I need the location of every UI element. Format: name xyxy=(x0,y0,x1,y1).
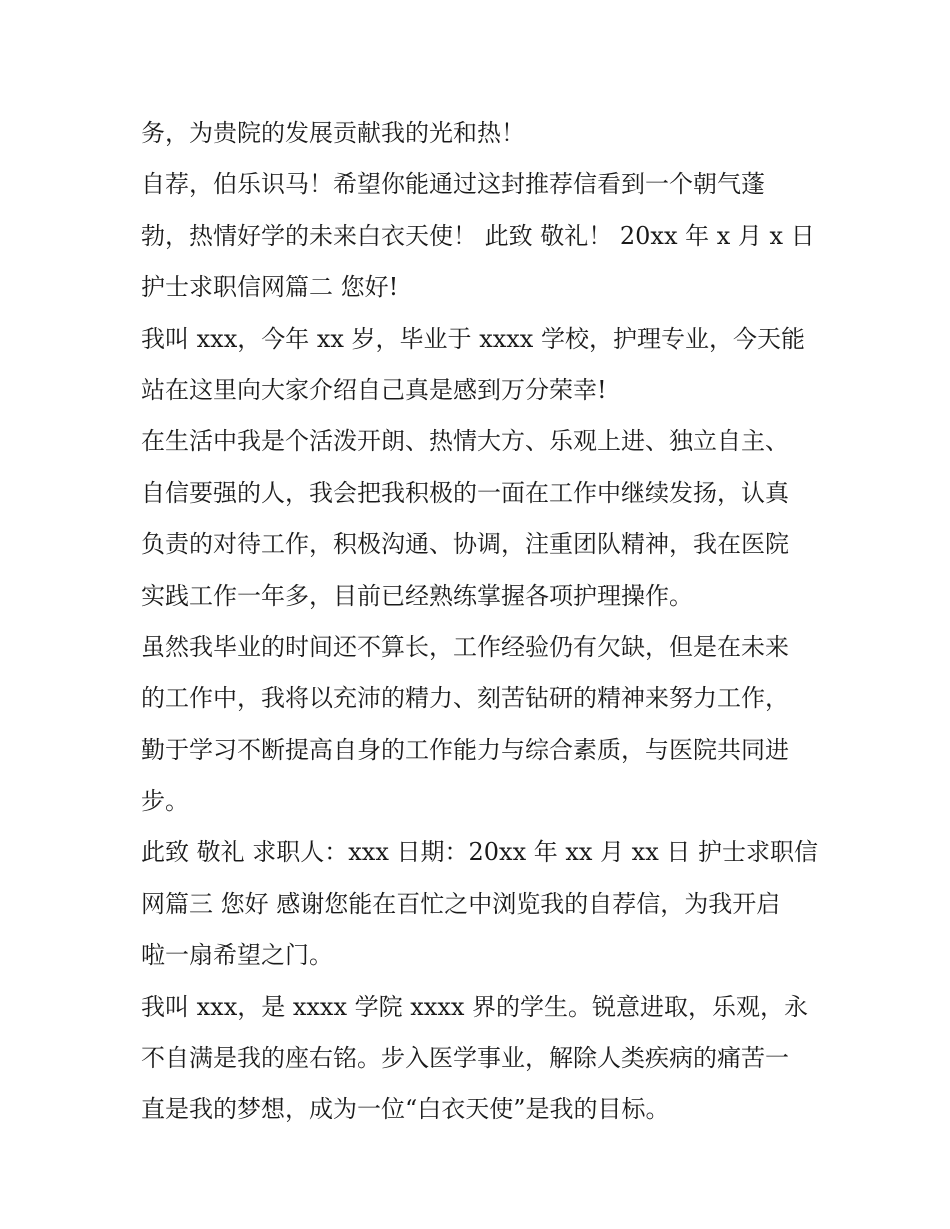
text-line: 在生活中我是个活泼开朗、热情大方、乐观上进、独立自主、 xyxy=(141,427,789,456)
text-line: 实践工作一年多，目前已经熟练掌握各项护理操作。 xyxy=(141,581,693,610)
text-line: 勤于学习不断提高自身的工作能力与综合素质，与医院共同进 xyxy=(141,735,789,764)
text-line: 勃，热情好学的未来白衣天使！ 此致 敬礼！ 20xx 年 x 月 x 日 xyxy=(141,221,815,250)
text-line: 负责的对待工作，积极沟通、协调，注重团队精神，我在医院 xyxy=(141,530,789,559)
text-line: 网篇三 您好 感谢您能在百忙之中浏览我的自荐信，为我开启 xyxy=(141,889,781,918)
text-line: 步。 xyxy=(141,787,189,816)
text-line: 自荐，伯乐识马！希望你能通过这封推荐信看到一个朝气蓬 xyxy=(141,170,765,199)
text-line: 不自满是我的座右铭。步入医学事业，解除人类疾病的痛苦一 xyxy=(141,1044,789,1073)
text-line: 护士求职信网篇二 您好! xyxy=(141,273,399,302)
text-line: 虽然我毕业的时间还不算长，工作经验仍有欠缺，但是在未来 xyxy=(141,632,789,661)
document-body xyxy=(141,108,821,1136)
text-line: 此致 敬礼 求职人：xxx 日期：20xx 年 xx 月 xx 日 护士求职信 xyxy=(141,838,819,867)
text-line: 直是我的梦想，成为一位“白衣天使”是我的目标。 xyxy=(141,1095,670,1124)
text-line: 站在这里向大家介绍自己真是感到万分荣幸! xyxy=(141,375,607,404)
text-line: 的工作中，我将以充沛的精力、刻苦钻研的精神来努力工作， xyxy=(141,684,789,713)
text-line: 务，为贵院的发展贡献我的光和热！ xyxy=(141,119,525,147)
text-line: 我叫 xxx，是 xxxx 学院 xxxx 界的学生。锐意进取，乐观，永 xyxy=(141,992,809,1021)
text-line: 啦一扇希望之门。 xyxy=(141,941,333,970)
text-line: 自信要强的人，我会把我积极的一面在工作中继续发扬，认真 xyxy=(141,478,789,507)
text-line: 我叫 xxx，今年 xx 岁，毕业于 xxxx 学校，护理专业，今天能 xyxy=(141,324,805,353)
